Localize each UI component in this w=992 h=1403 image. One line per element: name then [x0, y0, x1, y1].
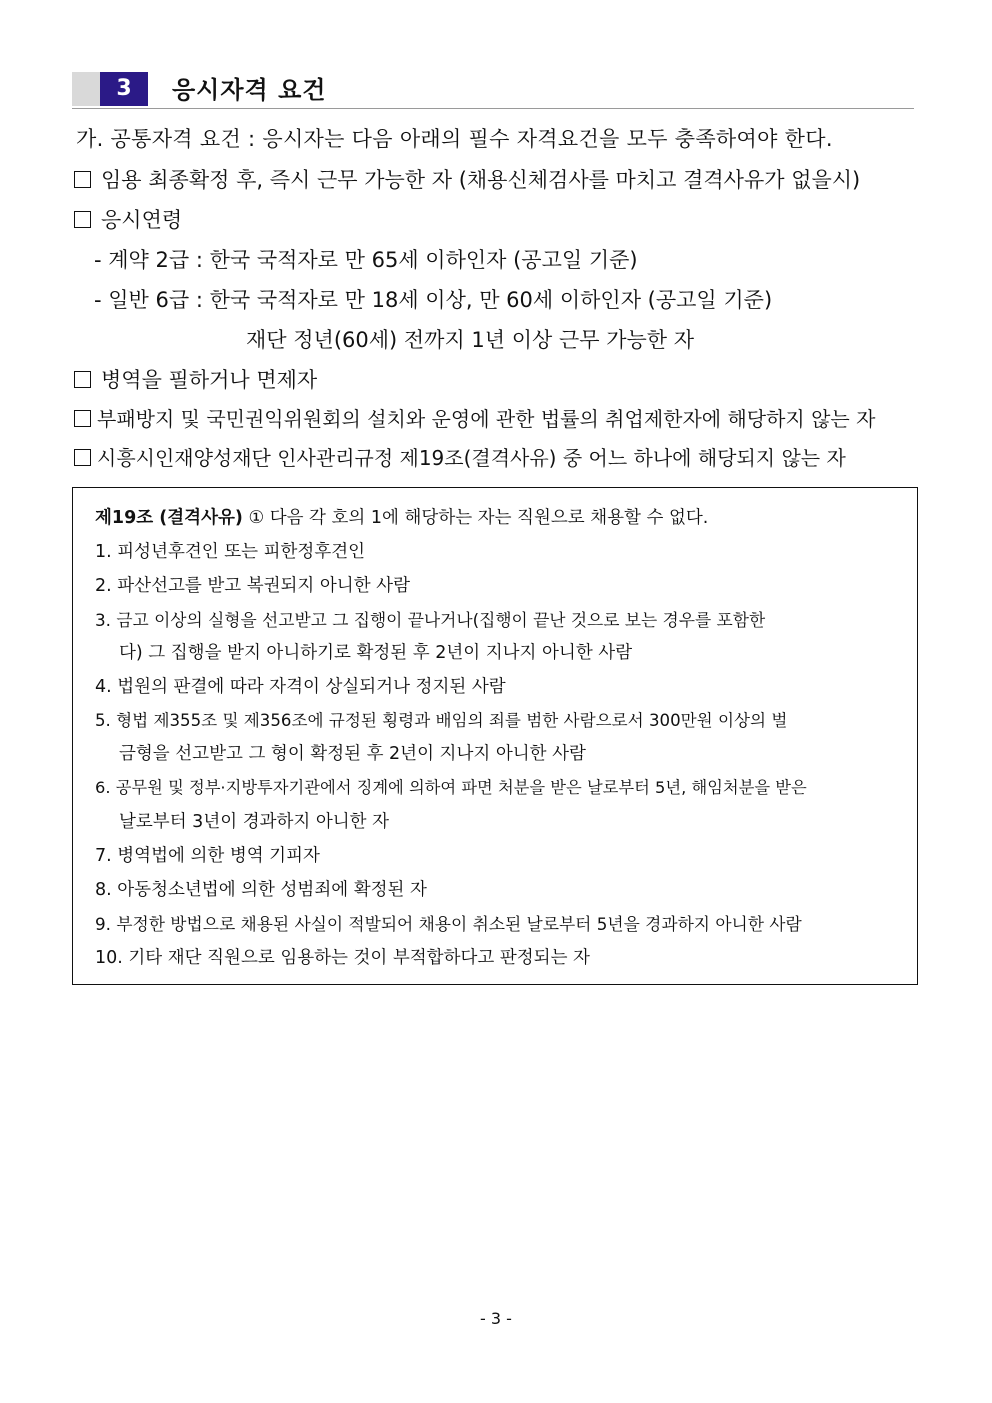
rule-item-6: 6. 공무원 및 정부·지방투자기관에서 징계에 의하여 파면 처분을 받은 날로부터 5년, 해임처분을 받은: [95, 778, 807, 797]
rules-heading: [95, 506, 901, 530]
requirement-item-2-text: 응시연령: [101, 208, 183, 232]
age-contract-line: - 계약 2급 : 한국 국적자로 만 65세 이하인자 (공고일 기준): [94, 248, 638, 272]
rule-item-5: 5. 형법 제355조 및 제356조에 규정된 횡령과 배임의 죄를 범한 사람으로서 300만원 이상의 벌: [95, 711, 788, 730]
requirement-item-2: [74, 206, 920, 234]
page-number: - 3 -: [480, 1309, 512, 1328]
rules-heading-text: ① 다음 각 호의 1에 해당하는 자는 직원으로 채용할 수 없다.: [242, 508, 709, 528]
section-number-badge: 3: [100, 72, 148, 106]
rule-item-7: 7. 병역법에 의한 병역 기피자: [95, 846, 320, 866]
disqualification-rules-box: [72, 487, 918, 985]
common-requirement-line: 가. 공통자격 요건 : 응시자는 다음 아래의 필수 자격요건을 모두 충족하여야 한다.: [76, 127, 833, 151]
rule-item-8: 8. 아동청소년법에 의한 성범죄에 확정된 자: [95, 880, 427, 900]
rule-item-4: 4. 법원의 판결에 따라 자격이 상실되거나 정지된 사람: [95, 677, 506, 697]
rule-item-9: 9. 부정한 방법으로 채용된 사실이 적발되어 채용이 취소된 날로부터 5년을 경과하지 아니한 사람: [95, 914, 802, 934]
rule-item-1: 1. 피성년후견인 또는 피한정후견인: [95, 542, 366, 562]
rule-item-10: 10. 기타 재단 직원으로 임용하는 것이 부적합하다고 판정되는 자: [95, 948, 590, 968]
checkbox-icon: [74, 449, 91, 466]
rule-item-6-continuation: 날로부터 3년이 경과하지 아니한 자: [119, 812, 390, 832]
rule-item-5-continuation: 금형을 선고받고 그 형이 확정된 후 2년이 지나지 아니한 사람: [119, 744, 586, 764]
checkbox-icon: [74, 410, 91, 427]
age-general-line: - 일반 6급 : 한국 국적자로 만 18세 이상, 만 60세 이하인자 (공고일 기준): [94, 288, 773, 312]
requirement-item-1: [74, 166, 920, 194]
requirement-item-3-text: 병역을 필하거나 면제자: [101, 368, 318, 392]
checkbox-icon: [74, 171, 91, 188]
rule-item-3-continuation: 다) 그 집행을 받지 아니하기로 확정된 후 2년이 지나지 아니한 사람: [119, 643, 633, 663]
checkbox-icon: [74, 211, 91, 228]
requirement-item-1-text: 임용 최종확정 후, 즉시 근무 가능한 자 (채용신체검사를 마치고 결격사유가 없을시): [101, 168, 861, 192]
section-header: [72, 70, 914, 109]
section-header-bar: [72, 72, 100, 106]
requirement-item-5-text: 시흥시인재양성재단 인사관리규정 제19조(결격사유) 중 어느 하나에 해당되지 않는 자: [97, 446, 846, 470]
rule-item-2: 2. 파산선고를 받고 복권되지 아니한 사람: [95, 576, 410, 596]
checkbox-icon: [74, 371, 91, 388]
rules-heading-bold: 제19조 (결격사유): [95, 508, 243, 528]
requirement-item-4: [74, 405, 920, 433]
requirement-item-4-text: 부패방지 및 국민권익위원회의 설치와 운영에 관한 법률의 취업제한자에 해당하지 않는 자: [97, 407, 876, 431]
rule-item-3: 3. 금고 이상의 실형을 선고받고 그 집행이 끝나거나(집행이 끝난 것으로 보는 경우를 포함한: [95, 610, 766, 630]
age-general-continuation: 재단 정년(60세) 전까지 1년 이상 근무 가능한 자: [246, 328, 695, 352]
section-title: 응시자격 요건: [172, 76, 327, 104]
requirement-item-3: [74, 366, 920, 394]
requirement-item-5: [74, 444, 920, 472]
